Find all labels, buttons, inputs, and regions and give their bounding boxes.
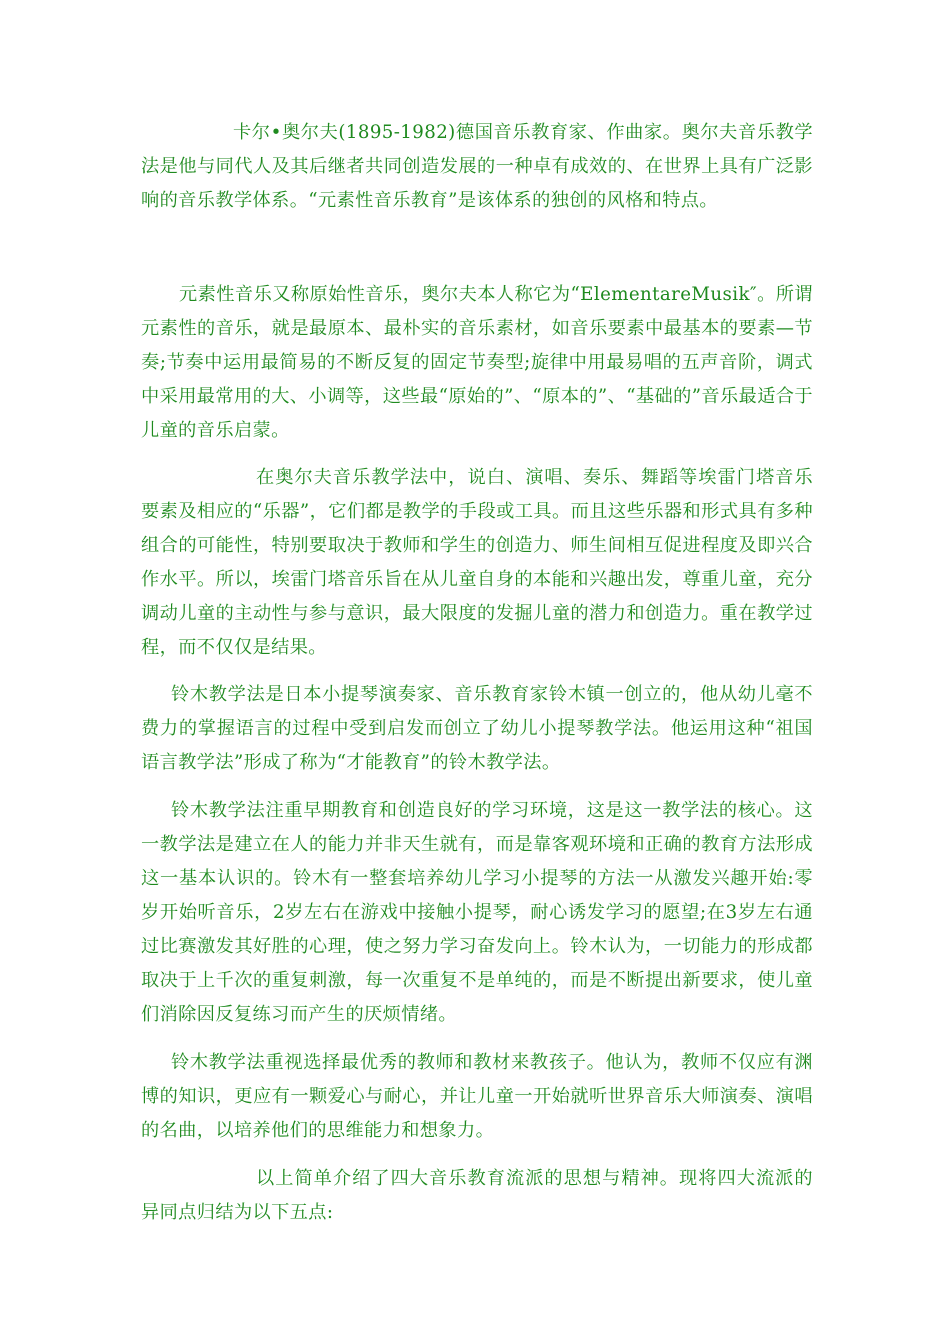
paragraph-summary: 以上简单介绍了四大音乐教育流派的思想与精神。现将四大流派的异同点归结为以下五点: <box>141 1168 813 1223</box>
paragraph-orff-intro: 卡尔•奥尔夫(1895-1982)德国音乐教育家、作曲家。奥尔夫音乐教学法是他与同代人及其后继者共同创造发展的一种卓有成效的、在世界上具有广泛影响的音乐教学体系。“元素性音乐教育”是该体系的独创的风格和特点。 <box>141 122 813 211</box>
paragraph-suzuki-early-education: 铃木教学法注重早期教育和创造良好的学习环境，这是这一教学法的核心。这一教学法是建立在人的能力并非天生就有，而是靠客观环境和正确的教育方法形成这一基本认识的。铃木有一整套培养幼儿学习小提琴的方法一从激发兴趣开始:零岁开始听音乐，2岁左右在游戏中接触小提琴，耐心诱发学习的愿望;在3岁左右通过比赛激发其好胜的心理，使之努力学习奋发向上。铃木认为，一切能力的形成都取决于上千次的重复刺激，每一次重复不是单纯的，而是不断提出新要求，使儿童们消除因反复练习而产生的厌烦情绪。 <box>141 800 813 1025</box>
paragraph-suzuki-intro: 铃木教学法是日本小提琴演奏家、音乐教育家铃木镇一创立的，他从幼儿毫不费力的掌握语言的过程中受到启发而创立了幼儿小提琴教学法。他运用这种“祖国语言教学法”形成了称为“才能教育”的铃木教学法。 <box>141 684 813 773</box>
paragraph-orff-method: 在奥尔夫音乐教学法中，说白、演唱、奏乐、舞蹈等埃雷门塔音乐要素及相应的“乐器”，它们都是教学的手段或工具。而且这些乐器和形式具有多种组合的可能性，特别要取决于教师和学生的创造力、师生间相互促进程度及即兴合作水平。所以，埃雷门塔音乐旨在从儿童自身的本能和兴趣出发，尊重儿童，充分调动儿童的主动性与参与意识，最大限度的发掘儿童的潜力和创造力。重在教学过程，而不仅仅是结果。 <box>141 467 813 658</box>
paragraph-suzuki-teachers: 铃木教学法重视选择最优秀的教师和教材来教孩子。他认为，教师不仅应有渊博的知识，更应有一颗爱心与耐心，并让儿童一开始就听世界音乐大师演奏、演唱的名曲，以培养他们的思维能力和想象力。 <box>141 1052 813 1141</box>
paragraph-elementary-music: 元素性音乐又称原始性音乐，奥尔夫本人称它为“ElementareMusik″。所谓元素性的音乐，就是最原本、最朴实的音乐素材，如音乐要素中最基本的要素—节奏;节奏中运用最简易的不断反复的固定节奏型;旋律中用最易唱的五声音阶，调式中采用最常用的大、小调等，这些最“原始的”、“原本的”、“基础的”音乐最适合于儿童的音乐启蒙。 <box>141 284 813 441</box>
